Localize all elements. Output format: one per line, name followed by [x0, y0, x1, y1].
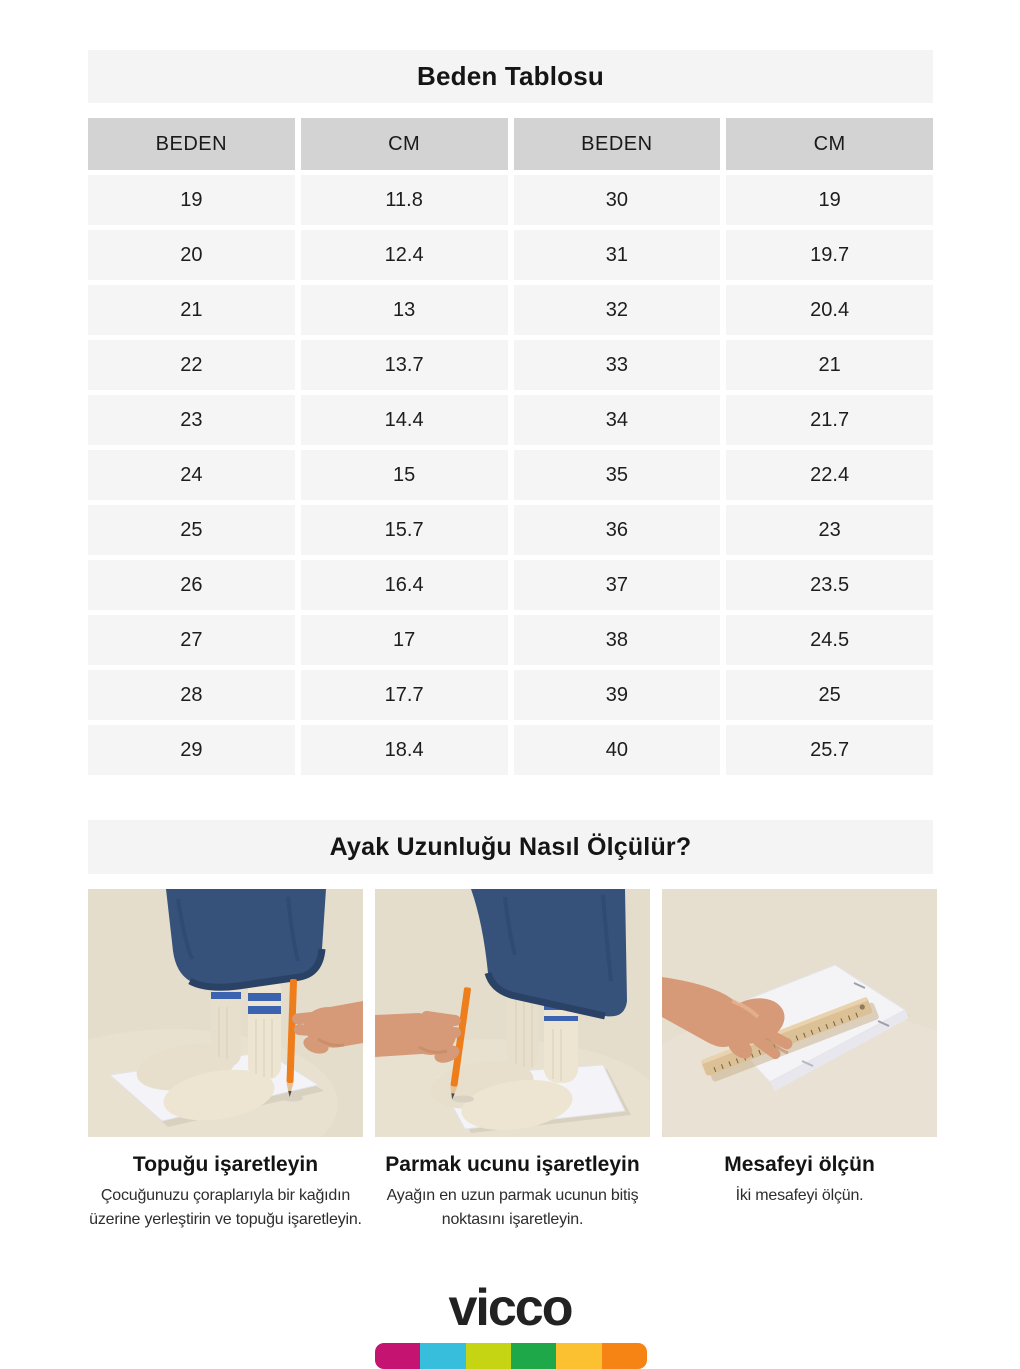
step-measure-distance	[662, 889, 937, 1232]
cm-cell: 15	[301, 450, 508, 500]
brand-color-segment	[420, 1343, 465, 1369]
step-title: Parmak ucunu işaretleyin	[385, 1153, 640, 1176]
brand-color-segment	[556, 1343, 601, 1369]
step-mark-heel	[88, 889, 363, 1232]
size-cell: 37	[514, 560, 721, 610]
cm-cell: 16.4	[301, 560, 508, 610]
brand-logo: vicco	[448, 1279, 572, 1337]
size-cell: 39	[514, 670, 721, 720]
size-table-title	[88, 50, 933, 103]
size-table	[88, 118, 933, 775]
size-cell: 28	[88, 670, 295, 720]
size-cell: 27	[88, 615, 295, 665]
size-cell: 31	[514, 230, 721, 280]
size-cell: 36	[514, 505, 721, 555]
column-header: BEDEN	[514, 118, 721, 170]
size-cell: 23	[88, 395, 295, 445]
size-cell: 21	[88, 285, 295, 335]
cm-cell: 19	[726, 175, 933, 225]
size-cell: 20	[88, 230, 295, 280]
size-cell: 30	[514, 175, 721, 225]
cm-cell: 25	[726, 670, 933, 720]
size-cell: 32	[514, 285, 721, 335]
column-header: CM	[301, 118, 508, 170]
cm-cell: 18.4	[301, 725, 508, 775]
cm-cell: 19.7	[726, 230, 933, 280]
cm-cell: 23.5	[726, 560, 933, 610]
column-header: BEDEN	[88, 118, 295, 170]
cm-cell: 24.5	[726, 615, 933, 665]
step-mark-toe	[375, 889, 650, 1232]
column-header: CM	[726, 118, 933, 170]
cm-cell: 23	[726, 505, 933, 555]
measure-section-title-text: Ayak Uzunluğu Nasıl Ölçülür?	[329, 832, 692, 861]
cm-cell: 12.4	[301, 230, 508, 280]
brand-color-segment	[511, 1343, 556, 1369]
measure-steps	[88, 889, 937, 1232]
size-cell: 29	[88, 725, 295, 775]
size-cell: 26	[88, 560, 295, 610]
step-title: Mesafeyi ölçün	[724, 1153, 875, 1176]
measure-distance-photo	[662, 889, 937, 1137]
size-cell: 22	[88, 340, 295, 390]
size-cell: 24	[88, 450, 295, 500]
size-cell: 25	[88, 505, 295, 555]
step-description: İki mesafeyi ölçün.	[735, 1187, 864, 1204]
mark-heel-photo	[88, 889, 363, 1137]
cm-cell: 17.7	[301, 670, 508, 720]
cm-cell: 17	[301, 615, 508, 665]
size-cell: 19	[88, 175, 295, 225]
cm-cell: 15.7	[301, 505, 508, 555]
cm-cell: 21	[726, 340, 933, 390]
cm-cell: 11.8	[301, 175, 508, 225]
size-cell: 34	[514, 395, 721, 445]
mark-toe-photo	[375, 889, 650, 1137]
cm-cell: 22.4	[726, 450, 933, 500]
step-description: Ayağın en uzun parmak ucunun bitiş noktasını işaretleyin.	[386, 1187, 639, 1228]
step-description: Çocuğunuzu çoraplarıyla bir kağıdın üzerine yerleştirin ve topuğu işaretleyin.	[89, 1187, 362, 1228]
brand-color-segment	[466, 1343, 511, 1369]
brand-color-segment	[375, 1343, 420, 1369]
cm-cell: 25.7	[726, 725, 933, 775]
brand-color-segment	[602, 1343, 647, 1369]
cm-cell: 14.4	[301, 395, 508, 445]
brand-colorbar	[375, 1343, 647, 1369]
size-cell: 40	[514, 725, 721, 775]
measure-section-title	[88, 820, 933, 874]
step-title: Topuğu işaretleyin	[132, 1153, 319, 1176]
cm-cell: 20.4	[726, 285, 933, 335]
cm-cell: 13	[301, 285, 508, 335]
size-cell: 33	[514, 340, 721, 390]
size-table-title-text: Beden Tablosu	[416, 61, 605, 91]
size-cell: 38	[514, 615, 721, 665]
cm-cell: 13.7	[301, 340, 508, 390]
size-cell: 35	[514, 450, 721, 500]
cm-cell: 21.7	[726, 395, 933, 445]
